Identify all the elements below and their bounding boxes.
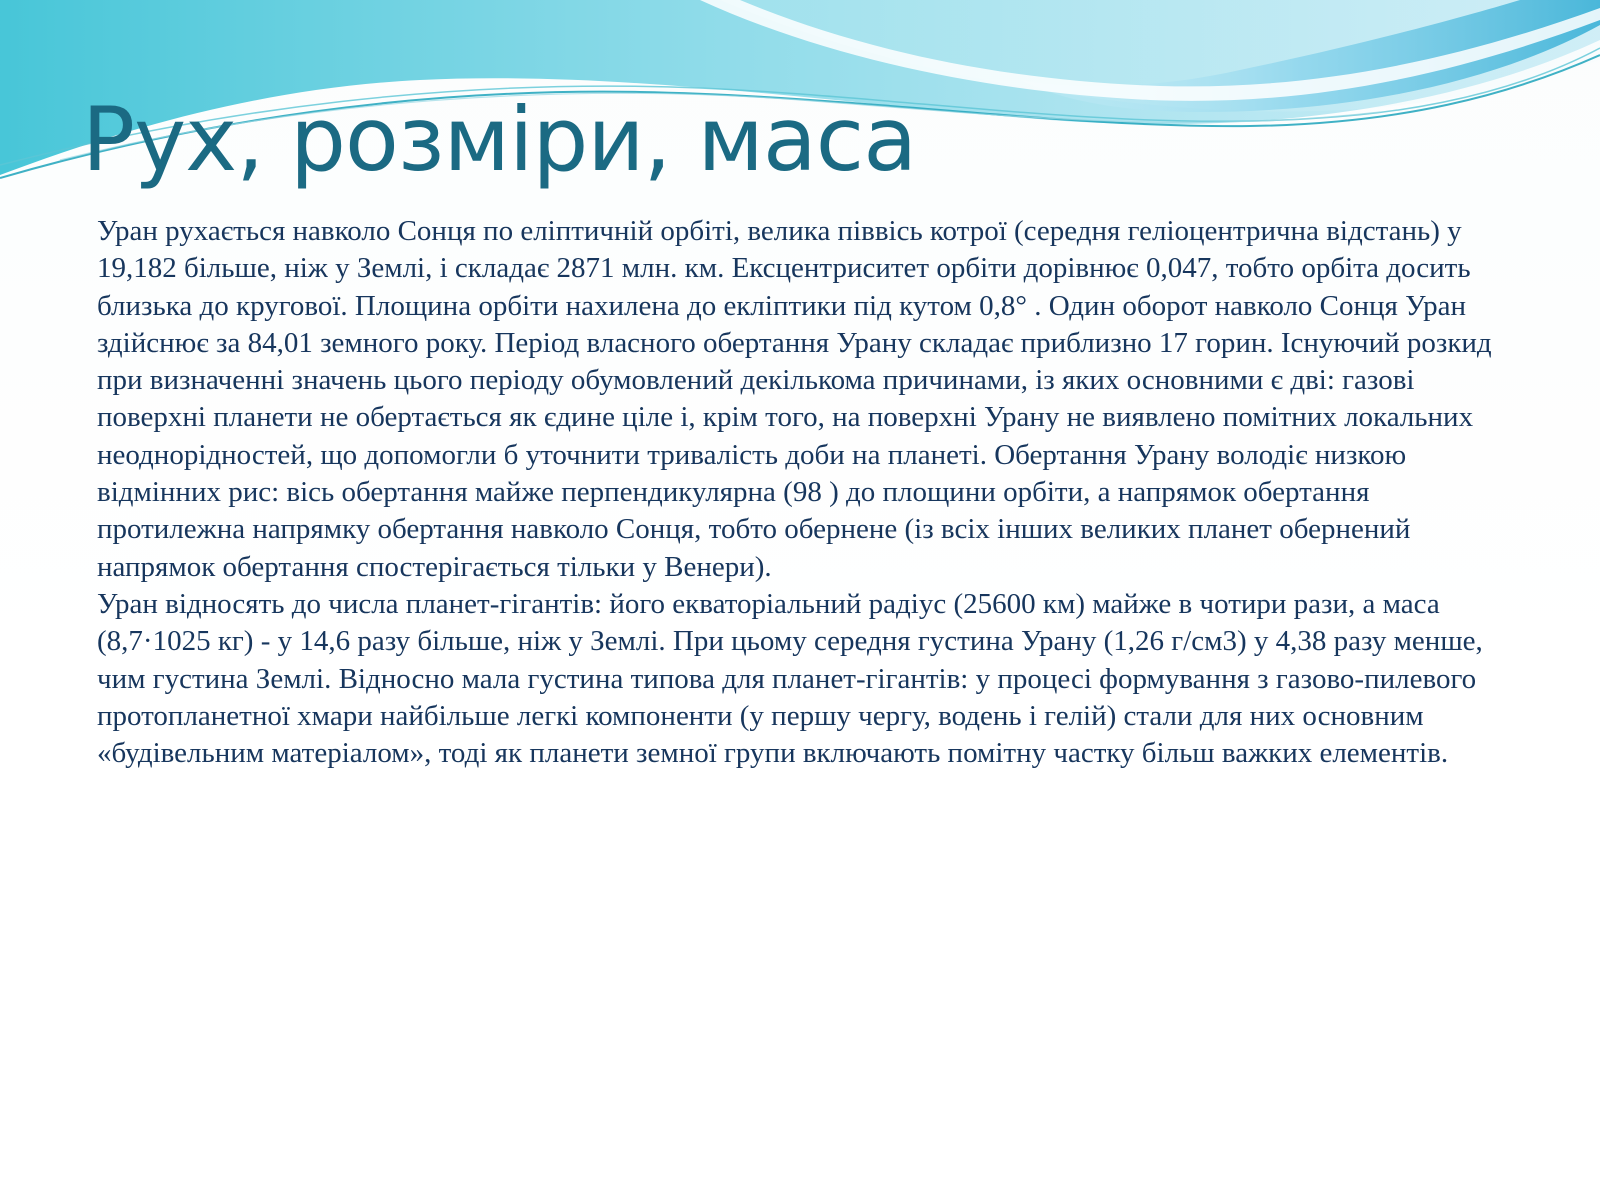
paragraph-size-mass: Уран відносять до числа планет-гігантів: його екваторіальний радіус (25600 км) майже в чотири рази, а маса (8,7·1025 кг) - у 14,6 разу більше, ніж у Землі. При цьому середня густина Урану (1,26 г/см3) у 4,38 разу менше, чим густина Землі. Відносно мала густина типова для планет-гігантів: у процесі формування з газово-пилевого протопланетної хмари найбільше легкі компоненти (у першу чергу, водень і гелій) стали для них основним «будівельним матеріалом», тоді як планети земної групи включають помітну частку більш важких елементів. [97,587,1483,770]
paragraph-motion: Уран рухається навколо Сонця по еліптичній орбіті, велика піввісь котрої (середня геліоцентрична відстань) у 19,182 більше, ніж у Землі, і складає 2871 млн. км. Ексцентриситет орбіти дорівнює 0,047, тобто орбіта досить близька до кругової. Площина орбіти нахилена до екліптики під кутом 0,8° . Один оборот навколо Сонця Уран здійснює за 84,01 земного року. Період власного обертання Урану складає приблизно 17 горин. Існуючий розкид при визначенні значень цього періоду обумовлений декількома причинами, із яких основними є дві: газові поверхні планети не обертається як єдине ціле і, крім того, на поверхні Урану не виявлено помітних локальних неоднорідностей, що допомогли б уточнити тривалість доби на планеті. Обертання Урану володіє низкою відмінних рис: вісь обертання майже перпендикулярна (98 ) до площини орбіти, а напрямок обертання протилежна напрямку обертання навколо Сонця, тобто обернене (із всіх інших великих планет обернений напрямок обертання спостерігається тільки у Венери). [97,215,1492,583]
slide-body [97,213,1497,772]
slide-title: Рух, розміри, маса [82,88,917,191]
